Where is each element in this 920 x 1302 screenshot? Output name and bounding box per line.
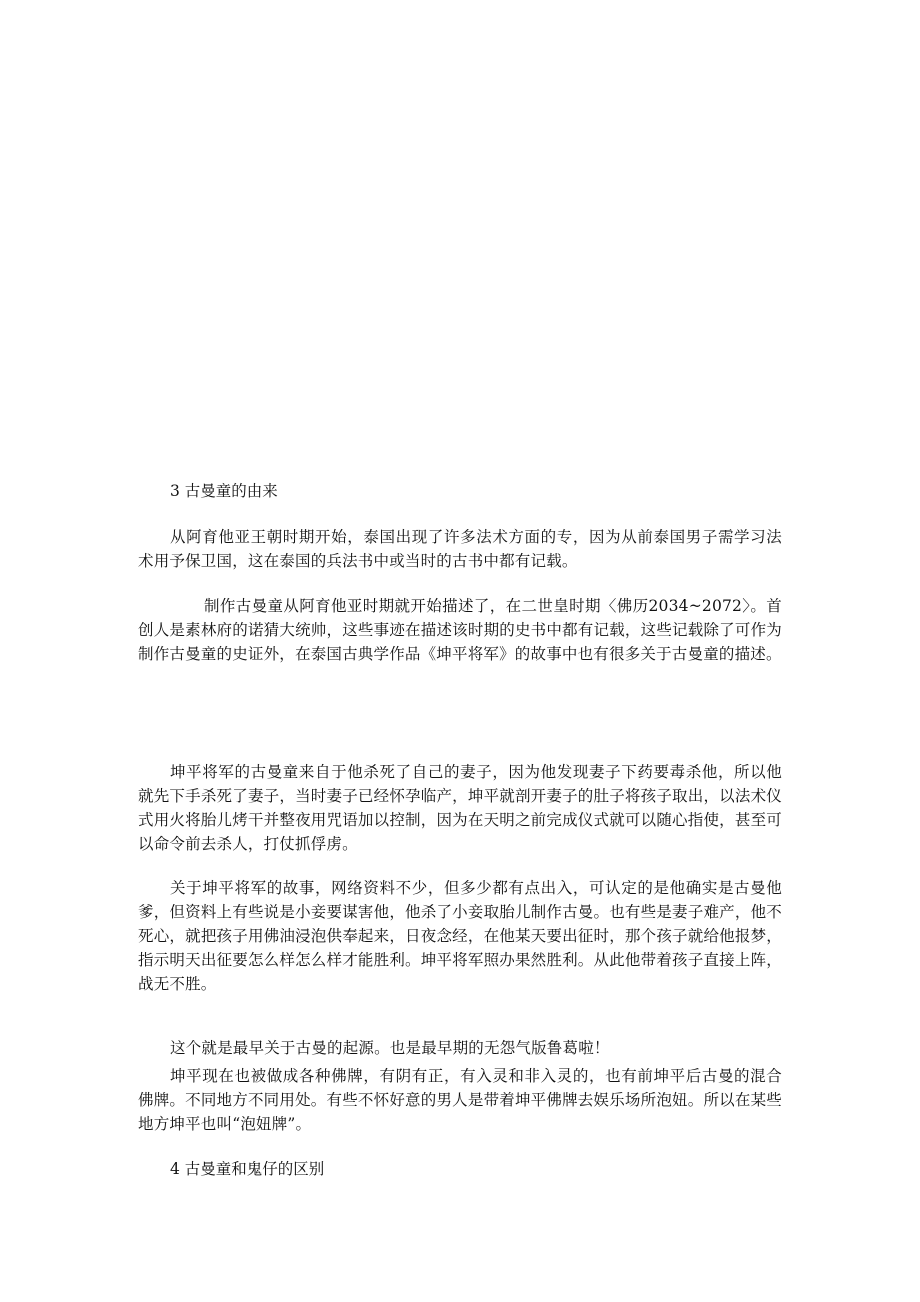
paragraph-2: 制作古曼童从阿育他亚时期就开始描述了，在二世皇时期〈佛历2034~2072〉。首创人是素林府的诺猜大统帅，这些事迹在描述该时期的史书中都有记载，这些记载除了可作为制作古曼童的史证外，在泰国古典学作品《坤平将军》的故事中也有很多关于古曼童的描述。	[138, 597, 782, 663]
paragraph-1: 从阿育他亚王朝时期开始，泰国出现了许多法术方面的专，因为从前泰国男子需学习法术用予保卫国，这在泰国的兵法书中或当时的古书中都有记载。	[138, 528, 782, 570]
paragraph-5: 这个就是最早关于古曼的起源。也是最早期的无怨气版鲁葛啦！	[170, 1039, 610, 1057]
section-heading-4: 4 古曼童和鬼仔的区别	[170, 1160, 325, 1178]
paragraph-4: 关于坤平将军的故事，网络资料不少，但多少都有点出入，可认定的是他确实是古曼他爹，但资料上有些说是小妾要谋害他，他杀了小妾取胎儿制作古曼。也有些是妻子难产，他不死心，就把孩子用佛油浸泡供奉起来，日夜念经，在他某天要出征时，那个孩子就给他报梦，指示明天出征要怎么样怎么样才能胜利。坤平将军照办果然胜利。从此他带着孩子直接上阵，战无不胜。	[138, 879, 782, 993]
paragraph-3: 坤平将军的古曼童来自于他杀死了自己的妻子，因为他发现妻子下药要毒杀他，所以他就先下手杀死了妻子，当时妻子已经怀孕临产，坤平就剖开妻子的肚子将孩子取出，以法术仪式用火将胎儿烤干并整夜用咒语加以控制，因为在天明之前完成仪式就可以随心指使，甚至可以命令前去杀人，打仗抓俘虏。	[138, 763, 782, 853]
paragraph-6: 坤平现在也被做成各种佛牌，有阴有正，有入灵和非入灵的，也有前坤平后古曼的混合佛牌。不同地方不同用处。有些不怀好意的男人是带着坤平佛牌去娱乐场所泡妞。所以在某些地方坤平也叫“泡妞牌”。	[138, 1067, 782, 1133]
section-heading-3: 3 古曼童的由来	[170, 482, 278, 500]
